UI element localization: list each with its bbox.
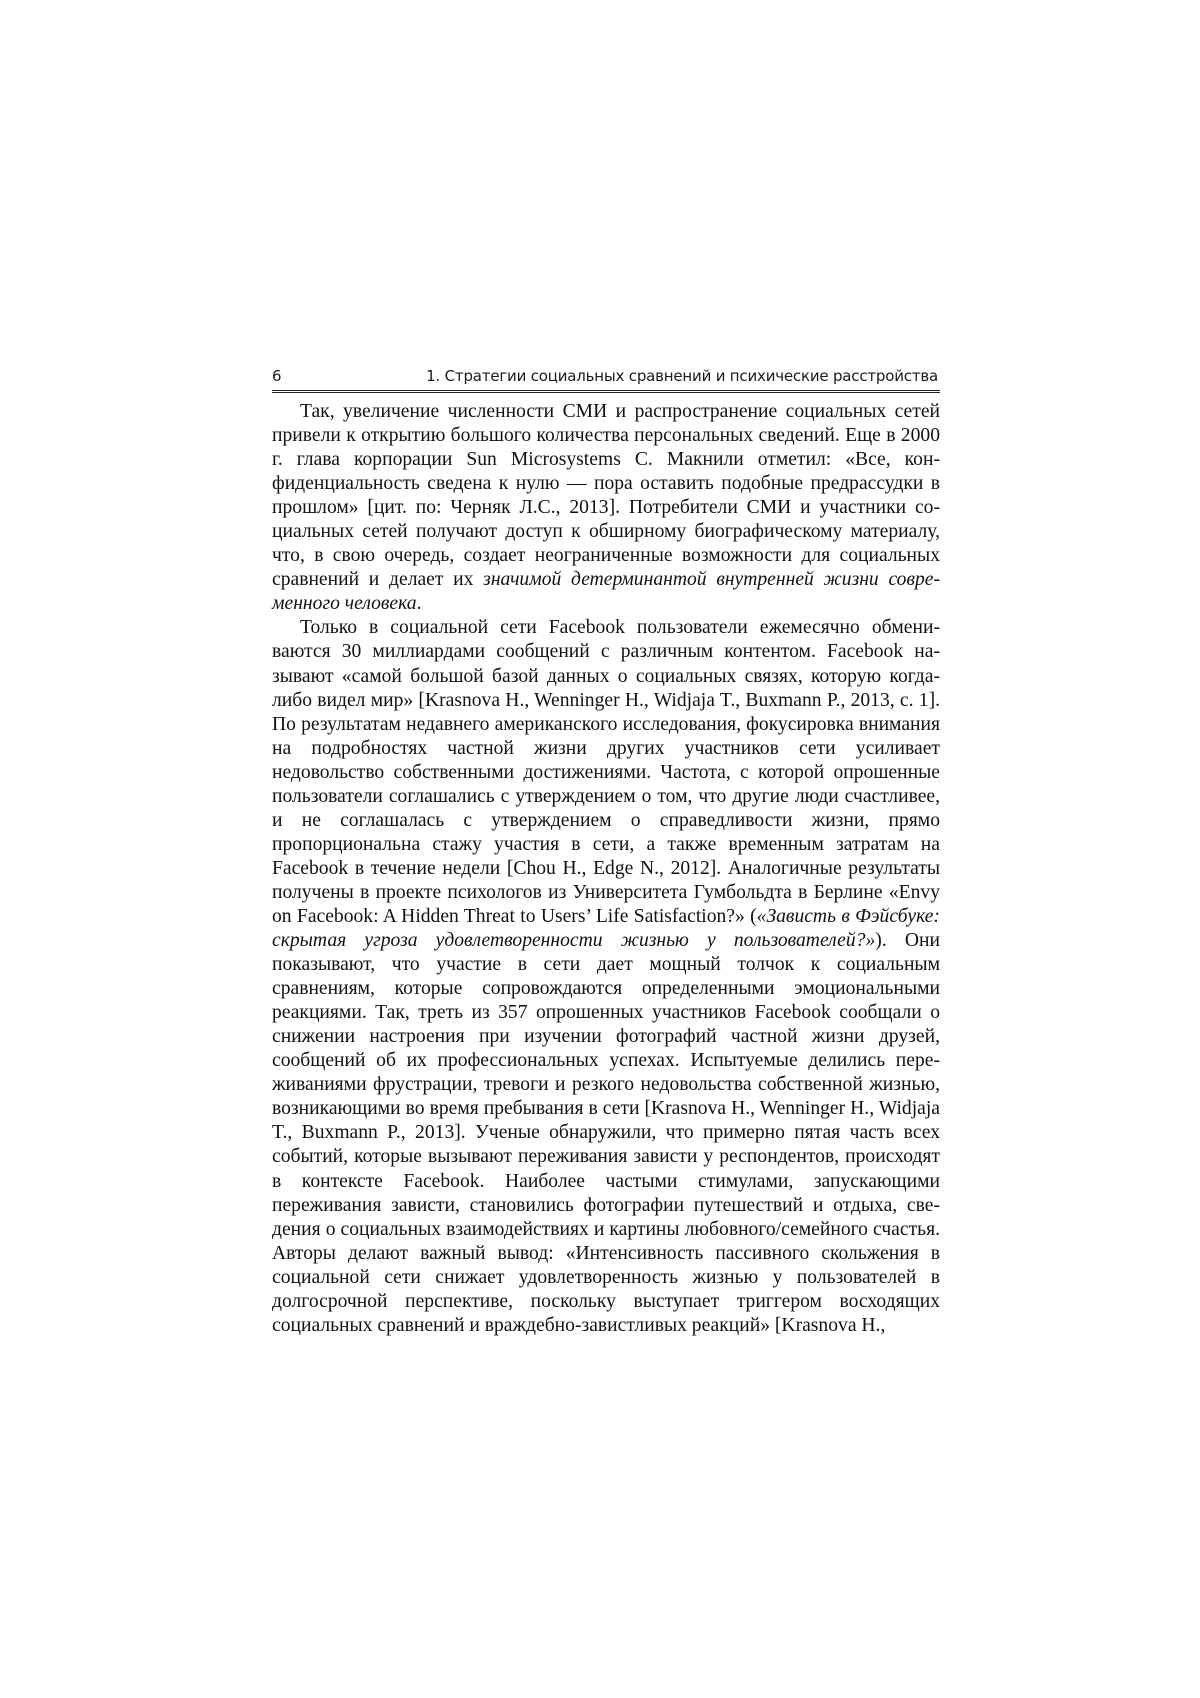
- italic-text-run: «Зависть в Фэйсбуке: скрытая угроза удовлетворенности жизнью у пользователей?»: [272, 905, 940, 952]
- italic-text-run: значимой детерминантой внутренней жизни современного человека: [272, 569, 940, 615]
- text-run: ). Они показывают, что участие в сети дает мощный толчок к социальным сравнениям, которые сопровождаются определенными эмоциональными реакциями. Так, треть из 357 опрошенных участников Facebook сообщали о снижении настроения при изучении фотографий частной жизни друзей, сообщений об их профессиональных успехах. Испытуемые делились переживаниями фрустрации, тревоги и резкого недовольства собственной жизнью, возникающими во время пребывания в сети [Krasnova H., Wenninger H., Widjaja T., Buxmann P., 2013]. Ученые обнаружили, что примерно пятая часть всех событий, которые вызывают переживания зависти у респондентов, происходят в контексте Facebook. Наиболее частыми стимулами, запускающими переживания зависти, становились фотографии путешествий и отдыха, сведения о социальных взаимодействиях и картины любовного/семейного счастья. Авторы делают важный вывод: «Интенсивность пассивного скольжения в социальной сети снижает удовлетворенность жизнью у пользователей в долгосрочной перспективе, поскольку выступает триггером восходящих социальных сравнений и враждебно-завистливых реакций» [Krasnova H.,: [272, 930, 940, 1336]
- paragraph: [272, 616, 940, 1337]
- paragraph: [272, 400, 940, 616]
- chapter-title: 1. Стратегии социальных сравнений и психические расстройства: [426, 367, 938, 385]
- text-run: Только в социальной сети Facebook пользователи ежемесячно обмениваются 30 миллиардами сообщений с различным контентом. Facebook называют «самой большой базой данных о социальных связях, которую когда-либо видел мир» [Krasnova H., Wenninger H., Widjaja T., Buxmann P., 2013, с. 1]. По результатам недавнего американского исследования, фокусировка внимания на подробностях частной жизни других участников сети усиливает недовольство собственными достижениями. Частота, с которой опрошенные пользователи соглашались с утверждением о том, что другие люди счастливее, и не соглашалась с утверждением о справедливости жизни, прямо пропорциональна стажу участия в сети, а также временным затратам на Facebook в течение недели [Chou H., Edge N., 2012]. Аналогичные результаты получены в проекте психологов из Университета Гумбольдта в Берлине «Envy on Facebook: A Hidden Threat to Users’ Life Satisfaction?» (: [272, 617, 940, 927]
- page-number: 6: [272, 367, 282, 385]
- running-header: [272, 364, 940, 393]
- body-text: [272, 400, 940, 1338]
- text-run: Так, увеличение численности СМИ и распространение социальных сетей привели к открытию большого количества персональных сведений. Еще в 2000 г. глава корпорации Sun Microsystems С. Макнили отметил: «Все, конфиденциальность сведена к нулю — пора оставить подобные предрассудки в прошлом» [цит. по: Черняк Л.С., 2013]. Потребители СМИ и участники социальных сетей получают доступ к обширному биографическому материалу, что, в свою очередь, создает неограниченные возможности для социальных сравнений и делает их: [272, 401, 940, 591]
- text-run: .: [416, 593, 422, 615]
